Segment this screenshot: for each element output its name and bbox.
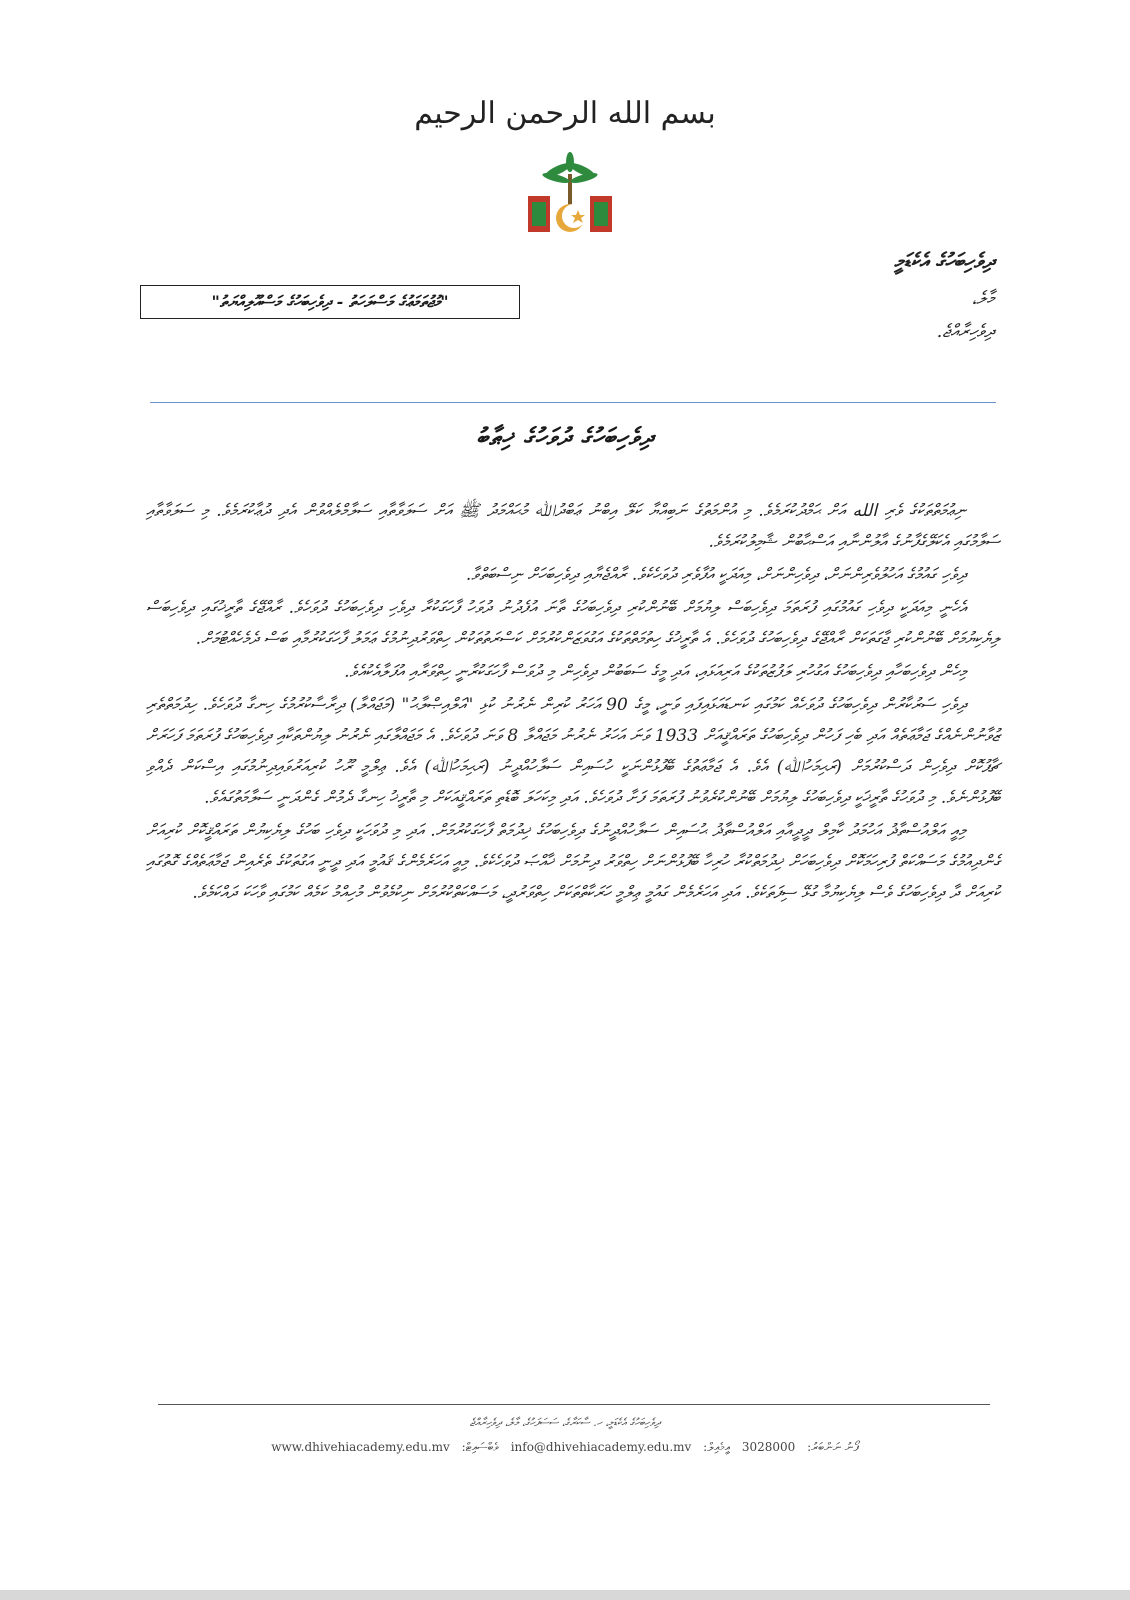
phone-number: 3028000: [741, 1440, 796, 1454]
email-label: އީމެއިލް:: [703, 1440, 730, 1454]
footer-divider: [158, 1404, 990, 1405]
header-divider: [150, 402, 996, 403]
body-paragraph: މިއީ އަލްއުސްތާޛު އަހުމަދު ކާމިލް ދީދީއާއި އަލްއުސްތާޛު ޙުސައިން ސަލާހުއްދީނުގެ ދިވެހިބަހުގެ ޚިދުމަތް ފާހަގަކުރުމަށް. އަދި މި ދުވަހަކީ ދިވެހި ބަހުގެ ލިޔެކިޔުން ތަރައްޤީކޮށް ކުރިއަށް ގެންދިއުމުގެ މަސައްކަތް ފުރިހަމަކޮށް ދިވެހިބަހަށް ޚިދުމަތްކުރާ ހުރިހާ ބޭފުޅުންނަށް ހިތްވަރު ދިނުމަށް ޚާއްޞަ ދުވަހެކެވެ. މިއީ އަހަރެމެންގެ ޤައުމީ އަދި ދީނީ އަގުތަކުގެ ތެރެއިން ޖަމާޢަތެއްގެ ގޮތުގައި ކުރިއަށް ދާ ދިވެހިބަހުގެ ވެސް ލިޔެކިޔުމާ ގުޅޭ ސިފަތަކެވެ. އަދި އަހަރެމެން ގައުމީ ޢިލްމީ ހަރަކާތްތަކަށް ހިތްވަރުދީ، މަސައްކަތްކުރުމަށް ނިކުމެވުން މުހިއްމު ކަމެއް ކަމުގައި ވާހަކަ ދައްކަމެވެ.: [146, 821, 1000, 903]
office-country: ދިވެހިރާއްޖެ.: [936, 321, 994, 342]
footer-address: ދިވެހިބަހުގެ އެކެޑަމީ، ހ. ސާކަރާގެ، ސަސަފަހުގެ، މާލެ، ދިވެހިރާއްޖެ: [469, 1416, 661, 1429]
body-paragraph: ދިވެހި ގައުމުގެ އަހުލުވެރިންނަށް، ދިވެހިންނަށް، މިއަދަކީ އުފާވެރި ދުވަހެކެވެ. ރާއްޖެޔާއި ދިވެހިބަހަށް ނިސްބަތްވާ.: [465, 565, 966, 585]
body-paragraph: އެހެނީ މިއަދަކީ ދިވެހި ގައުމުގައި ފުރަތަމަ ދިވެހިބަސް ލިޔުމަށް ބޭނުންކުރި ދިވެހިބަހުގެ ތާނަ އުފެދުނު ދުވަހު ފާހަގަކުރާ ދިވެހި ދިވެހިބަހުގެ ދުވަހެވެ. ރާއްޖޭގެ ތާރީޚުގައި ދިވެހިބަސް ލިޔެކިޔުމަށް ބޭނުންކުރި ޖާގަތަކަށް ރާއްޖޭގެ ދިވެހިބަހުގެ ދުވަހެވެ. އެ ތާރީޚުގެ ހިތުމަތްތަކުގެ އަގުވަޒަންކުރުމަށް ކަސްރަތުތަކުން ހިތްވަރުދިނުމުގެ ޢަމަލު ފާހަގަކުރުމާއި ބަސް ދެމެހެއްޓުމަށް.: [146, 598, 1000, 649]
slogan-box: [140, 285, 520, 319]
office-name: ދިވެހިބަހުގެ އެކެޑަމީ: [893, 248, 994, 273]
maldives-state-emblem-icon: [522, 152, 618, 248]
phone-label: ފޯނު ނަންބަރު:: [807, 1440, 859, 1454]
scan-edge: [0, 1590, 1130, 1600]
office-city: މާލެ،: [971, 288, 994, 309]
slogan-text: "މުޖުތަމަޢުގެ މަސްލަހަތު - ދިވެހިބަހުގެ މަސްއޫލިއްޔަތު": [211, 292, 449, 311]
email-address: info@dhivehiacademy.edu.mv: [510, 1440, 692, 1454]
sender-address-block: [894, 248, 994, 342]
body-paragraph: މިހެން ދިވެހިބަހާއި ދިވެހިބަހުގެ އަގުހުރި ލަފުޒުތަކުގެ އަރިއަޅައި، އަދި މީގެ ސަބަބުން ދިވެހިން މި ދުވަސް ފާހަގަކުރާނީ ހިތްވަރާއި އުފަލާއެކުއެވެ.: [344, 662, 966, 682]
body-paragraph: ދިވެހި ސަރުކާރުން ދިވެހިބަހުގެ ދުވަހެއް ކަމުގައި ކަނޑައަޅައިފައި ވަނީ، މީގެ 90 އަހަރު ކުރިން ނެރުނު ކުޅި "އަލްއިޞްލާޙު" (މަޖައްލާ) ދިރާސާކުރުމުގެ ހިނގާ ދުވަހެވެ. ހިދުމަތްތެރި ޒުވާނުންނެއްގެ ޖަމާޢަތެއް އަދި ބެހި ފަހުން ދިވެހިބަހުގެ ތަރައްޤީއަށް 1933 ވަނަ އަހަރު ނެރުނު މަޖައްލާ 8 ވަނަ ދުވަހެވެ. އެ މަޖައްލާގައި ނެރުނު ލިޔުންތަކާއި ދިވެހިބަހުގެ ފުރަތަމަ ފަހަރަށް ޗާޕުކޮށް ދިވެހިން ދަސްކުރުމަށް (ރަޙިމަހުﷲ) އެވެ. އެ ޖަމާޢަތުގެ ބޭފުޅުންނަކީ ހުސައިން ސަލާހުއްދީނު (ރަޙިމަހުﷲ) އެވެ. ޢިލްމީ ރޫހު ކުރިއަރުވައިދިނުމުގައި އިސްކަން ދެއްވި ބޭފުޅުންނެވެ. މި ދުވަހުގެ ތާރީޚަކީ ދިވެހިބަހުގެ ލިޔުމަށް ބޭނުންކުރެވުނު ފުރަތަމަ ފަށާ ދުވަހެވެ. އަދި މިކަހަލަ ބޮޑެތި ތަރައްޤީއަކަށް މި ތާރީޚު ހިނގާ ދެމުން ގެންދަނީ ސަލާމަތުގައެވެ.: [146, 695, 1000, 808]
body-paragraph: ނިޢުމަތްތަކުގެ ވެރި الله އަށް ޙަމްދުކުރަމެވެ. މި އުންމަތުގެ ނަބިއްޔާ ކަލޭ އިބްނު ޢަބްދުﷲ މުޙައްމަދު ﷺ އަށް ސަލަވާތާއި ސަލާމްލެއްވުން އެދި ދުޢާކުރަމެވެ. މި ސަލަވާތާއި ސަލާމުގައި އެކަލޭގެފާނުގެ އާލުންނާއި އަސްޙާބުން ޝާމިލުކުރަމެވެ.: [146, 501, 1000, 552]
document-body: [146, 496, 1000, 911]
bismillah-calligraphy: بسم الله الرحمن الرحيم: [414, 96, 716, 131]
website-url: www.dhivehiacademy.edu.mv: [271, 1440, 450, 1454]
footer-contact: [0, 1440, 1130, 1455]
document-title: ދިވެހިބަހުގެ ދުވަހުގެ ޚިޠާބު: [476, 422, 654, 451]
website-label: ވެބްސައިޓް:: [461, 1440, 499, 1454]
